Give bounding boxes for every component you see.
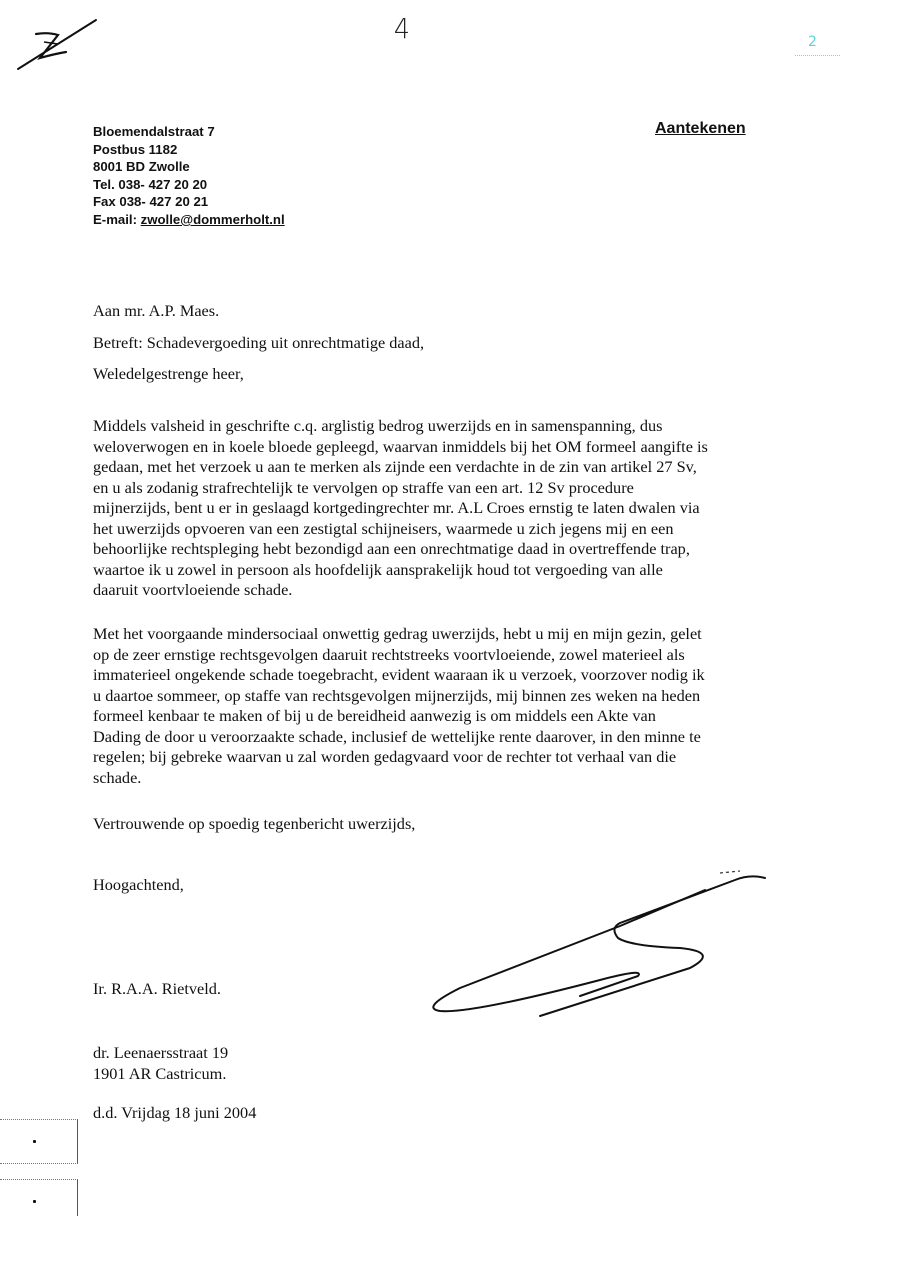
paragraph-line: waartoe ik u zowel in persoon als hoofdelijk aansprakelijk houd tot vergoeding van alle (93, 559, 663, 579)
faint-corner-line (795, 55, 840, 57)
paragraph-line: op de zeer ernstige rechtsgevolgen daaruit rechtstreeks voortvloeiende, zowel materieel als (93, 644, 685, 664)
registered-mail-label: Aantekenen (655, 120, 746, 137)
signer-name: Ir. R.A.A. Rietveld. (93, 979, 221, 998)
sender-street: Bloemendalstraat 7 (93, 124, 215, 139)
sender-email-label: E-mail: (93, 211, 137, 227)
sender-email-row (93, 211, 285, 229)
paragraph-line: Met het voorgaande mindersociaal onwettig gedrag uwerzijds, hebt u mij en mijn gezin, gelet (93, 624, 702, 643)
addressee: Aan mr. A.P. Maes. (93, 301, 220, 320)
paragraph-line: het uwerzijds opvoeren van een zestigtal schijneisers, waarmede u zich jegens mij en een (93, 518, 674, 538)
paragraph-line: regelen; bij gebreke waarvan u zal worden gedagvaard voor de rechter tot verhaal van die (93, 747, 677, 766)
paragraph-line: behoorlijke rechtspleging hebt bezondigd aan een onrechtmatige daad in overtreffende trap, (93, 539, 690, 558)
paragraph-line: formeel kenbaar te maken of bij u de bereidheid aanwezig is om middels een Akte van (93, 706, 656, 725)
salutation: Weledelgestrenge heer, (93, 364, 244, 383)
sender-tel: Tel. 038- 427 20 20 (93, 176, 208, 192)
sender-email-link[interactable]: zwolle@dommerholt.nl (140, 211, 285, 227)
punch-dot (33, 1200, 36, 1203)
handwritten-initial-mark (14, 18, 104, 72)
paragraph-line: immaterieel ongekende schade toegebracht, evident waaraan ik u verzoek, voorzover nodig ik (93, 665, 705, 684)
paragraph-line: u daartoe sommeer, op staffe van rechtsgevolgen mijnerzijds, mij binnen zes weken na heden (93, 685, 701, 705)
paragraph-line: Middels valsheid in geschrifte c.q. arglistig bedrog uwerzijds en in samenspanning, dus (93, 416, 663, 435)
body-paragraph-1 (93, 416, 813, 601)
sender-po-box: Postbus 1182 (93, 141, 178, 157)
paragraph-line: weloverwogen en in koele bloede gepleegd, waarvan inmiddels bij het OM formeel aangifte is (93, 436, 708, 456)
handwritten-page-number: 4 (393, 12, 410, 45)
paragraph-line: Dading de door u veroorzaakte schade, inclusief de wettelijke rente daarover, in den minne te (93, 726, 701, 746)
signer-address-street: dr. Leenaersstraat 19 (93, 1043, 229, 1062)
subject-line: Betreft: Schadevergoeding uit onrechtmatige daad, (93, 333, 425, 352)
closing-line: Vertrouwende op spoedig tegenbericht uwerzijds, (93, 814, 416, 833)
faint-corner-mark: 2 (808, 34, 817, 50)
paragraph-line: schade. (93, 767, 142, 787)
valediction: Hoogachtend, (93, 875, 184, 894)
signer-address (93, 1043, 228, 1084)
paragraph-line: en u als zodanig strafrechtelijk te vervolgen op straffe van een art. 12 Sv procedure (93, 477, 634, 497)
binder-hole-marker (0, 1119, 78, 1164)
paragraph-line: gedaan, met het verzoek u aan te merken als zijnde een verdachte in de zin van artikel 27 Sv, (93, 457, 697, 476)
paragraph-line: mijnerzijds, bent u er in geslaagd kortgedingrechter mr. A.L Croes ernstig te laten dwalen via (93, 498, 700, 517)
sender-postal-city: 8001 BD Zwolle (93, 159, 190, 175)
body-paragraph-2 (93, 624, 813, 788)
handwritten-signature (420, 868, 770, 1018)
paragraph-line: daaruit voortvloeiende schade. (93, 580, 293, 599)
letter-date: d.d. Vrijdag 18 juni 2004 (93, 1103, 257, 1122)
binder-hole-marker (0, 1179, 78, 1216)
signer-address-city: 1901 AR Castricum. (93, 1063, 227, 1083)
sender-fax: Fax 038- 427 20 21 (93, 194, 209, 210)
sender-address-block (93, 123, 285, 229)
punch-dot (33, 1140, 36, 1143)
